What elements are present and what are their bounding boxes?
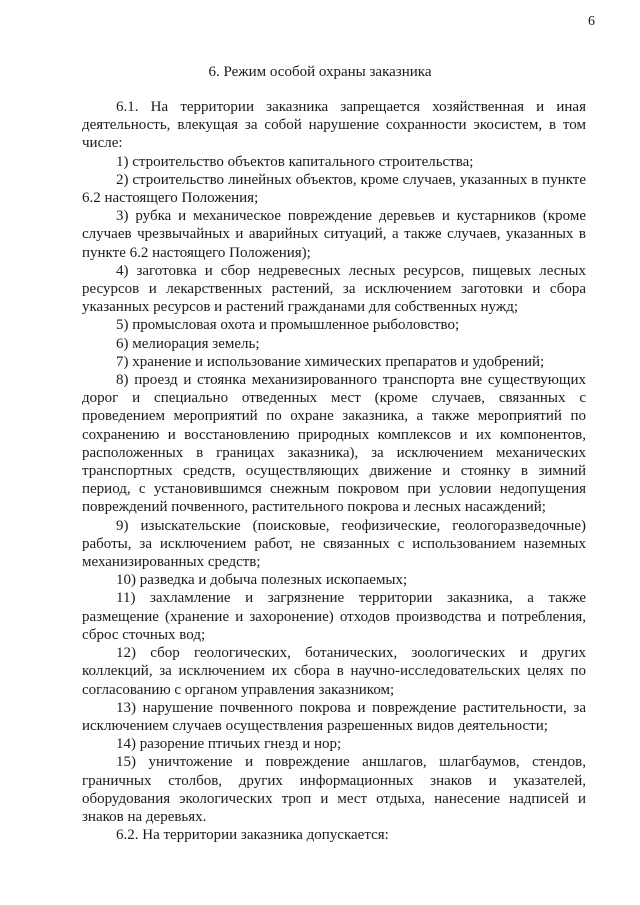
section-title: 6. Режим особой охраны заказника: [208, 64, 432, 80]
list-item: 8) проезд и стоянка механизированного транспорта вне существующих дорог и специально отведенных мест (кроме случаев, связанных с проведением мероприятий по охране заказника, а также мероприятий по сохранению и восстановлению природных комплексов и их компонентов, расположенных в границах заказника), за исключением механических транспортных средств, осуществляющих движение и стоянку в зимний период, с установившимся снежным покровом при условии недопущения повреждений почвенного, растительного покрова и лесных насаждений;: [82, 372, 586, 516]
list-item: 15) уничтожение и повреждение аншлагов, шлагбаумов, стендов, граничных столбов, других информационных знаков и указателей, оборудования экологических троп и мест отдыха, нанесение надписей и знаков на деревьях.: [82, 754, 586, 825]
list-item: 12) сбор геологических, ботанических, зоологических и других коллекций, за исключением их сбора в научно-исследовательских целях по согласованию с органом управления заказником;: [82, 645, 586, 698]
list-item: 7) хранение и использование химических препаратов и удобрений;: [116, 353, 545, 370]
list-item: 6) мелиорация земель;: [116, 335, 260, 352]
list-item: 11) захламление и загрязнение территории заказника, а также размещение (хранение и захоронение) отходов производства и потребления, сброс сточных вод;: [82, 590, 586, 643]
paragraph-6-2: 6.2. На территории заказника допускается:: [116, 827, 389, 844]
list-item: 9) изыскательские (поисковые, геофизические, геологоразведочные) работы, за исключением работ, не связанных с использованием наземных механизированных средств;: [82, 517, 586, 571]
list-item: 14) разорение птичьих гнезд и нор;: [116, 736, 342, 753]
paragraph-intro: 6.1. На территории заказника запрещается хозяйственная и иная деятельность, влекущая за собой нарушение сохранности экосистем, в том числе:: [82, 99, 586, 152]
list-item: 13) нарушение почвенного покрова и повреждение растительности, за исключением случаев осуществления разрешенных видов деятельности;: [82, 699, 586, 734]
list-item: 4) заготовка и сбор недревесных лесных ресурсов, пищевых лесных ресурсов и лекарственных растений, за исключением заготовки и сбора указанных ресурсов и растений гражданами для собственных нужд;: [82, 262, 586, 316]
list-item: 5) промысловая охота и промышленное рыболовство;: [116, 317, 460, 334]
document-body: [82, 98, 586, 844]
page-number: 6: [588, 14, 595, 29]
list-item: 10) разведка и добыча полезных ископаемых;: [116, 572, 408, 589]
list-item: 3) рубка и механическое повреждение деревьев и кустарников (кроме случаев чрезвычайных и аварийных ситуаций, а также случаев, указанных в пункте 6.2 настоящего Положения);: [82, 208, 586, 261]
list-item: 1) строительство объектов капитального строительства;: [116, 153, 474, 170]
list-item: 2) строительство линейных объектов, кроме случаев, указанных в пункте 6.2 настоящего Положения;: [82, 171, 586, 207]
